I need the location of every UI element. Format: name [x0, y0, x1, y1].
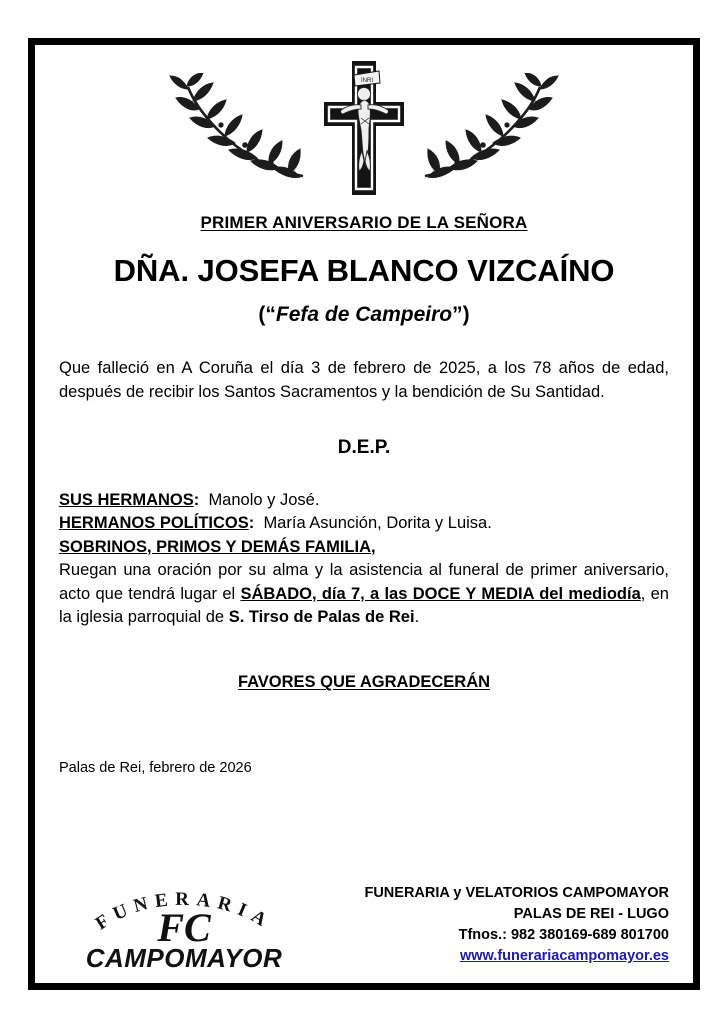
request-part-2: , en la iglesia parroquial de	[59, 584, 669, 626]
svg-text:INRI: INRI	[361, 78, 373, 84]
family-role-separator: :	[248, 514, 255, 533]
company-website-link[interactable]: www.funerariacampomayor.es	[460, 947, 669, 964]
deceased-nickname	[59, 303, 669, 327]
family-role	[59, 538, 376, 556]
family-role-label: HERMANOS POLÍTICOS	[59, 514, 249, 533]
nickname-open-paren: (“	[258, 303, 276, 326]
request-part-1: Ruegan una oración por su alma y la asistencia al funeral de primer aniversario, acto que tendrá lugar el	[59, 561, 669, 603]
list-item	[59, 512, 669, 535]
family-names	[254, 514, 492, 532]
dep-abbreviation: D.E.P.	[337, 436, 391, 458]
company-name: FUNERARIA y VELATORIOS CAMPOMAYOR	[364, 884, 669, 901]
list-item	[59, 536, 669, 559]
anniversary-text: PRIMER ANIVERSARIO DE LA SEÑORA	[200, 213, 528, 232]
logo-arc-text: FUNERARIA	[91, 888, 277, 935]
family-names-text: Manolo y José.	[208, 490, 320, 509]
list-item	[59, 489, 669, 512]
black-border-frame	[28, 38, 700, 990]
family-names	[199, 491, 319, 509]
company-phones: Tfnos.: 982 380169-689 801700	[458, 926, 669, 943]
death-announcement: Que falleció en A Coruña el día 3 de febrero de 2025, a los 78 años de edad, después de recibir los Santos Sacramentos y la bendición de Su Santidad.	[59, 359, 669, 401]
funeraria-campomayor-logo	[59, 883, 309, 971]
family-role	[59, 491, 199, 509]
funeral-datetime: SÁBADO, día 7, a las DOCE Y MEDIA del mediodía	[240, 584, 641, 603]
family-role	[59, 514, 254, 532]
logo-base-text: CAMPOMAYOR	[85, 943, 283, 971]
crucifix-icon	[321, 58, 407, 198]
deceased-name: DÑA. JOSEFA BLANCO VIZCAÍNO	[113, 253, 615, 288]
family-role-label: SOBRINOS, PRIMOS Y DEMÁS FAMILIA,	[59, 537, 376, 556]
company-location: PALAS DE REI - LUGO	[513, 905, 669, 922]
contact-block	[364, 883, 669, 971]
family-role-separator: :	[193, 490, 200, 509]
family-role-label: SUS HERMANOS	[59, 490, 194, 509]
funeral-church: S. Tirso de Palas de Rei	[228, 607, 415, 626]
funeral-request	[59, 559, 669, 629]
nickname-close-paren: ”)	[452, 303, 470, 326]
anniversary-heading	[59, 213, 669, 233]
laurel-branch-left-icon	[161, 73, 311, 183]
place-and-date: Palas de Rei, febrero de 2026	[59, 760, 252, 777]
request-part-3: .	[414, 607, 420, 626]
family-names-text: María Asunción, Dorita y Luisa.	[263, 514, 492, 533]
favores-heading	[59, 673, 669, 692]
nickname-text: Fefa de Campeiro	[275, 303, 453, 326]
family-list	[59, 489, 669, 559]
laurel-branch-right-icon	[417, 73, 567, 183]
footer	[59, 883, 669, 971]
logo-monogram: FC	[157, 905, 211, 950]
favores-text: FAVORES QUE AGRADECERÁN	[237, 673, 491, 692]
header-emblem	[59, 45, 669, 203]
